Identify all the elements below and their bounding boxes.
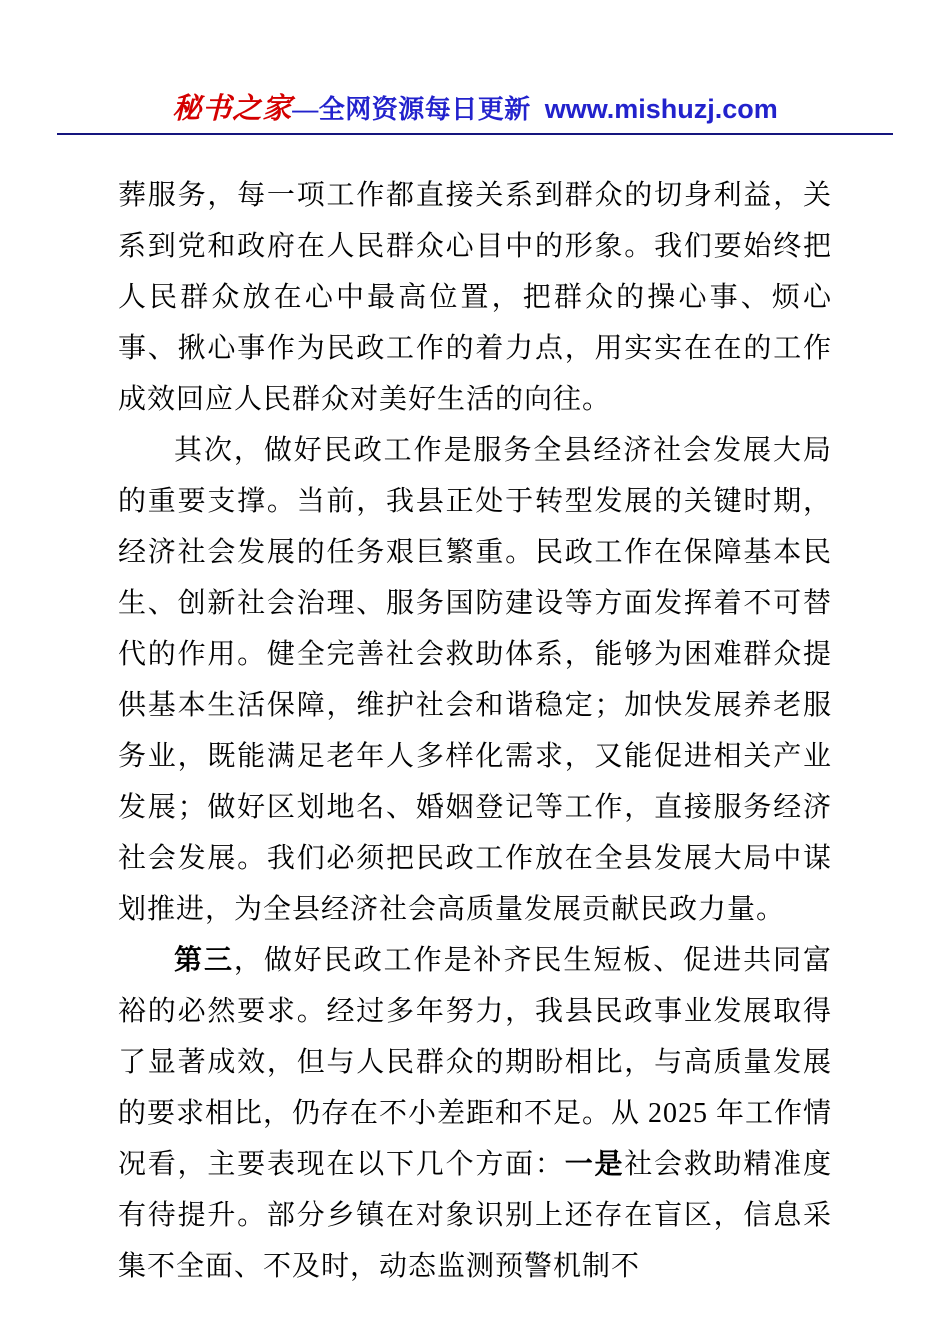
paragraph — [118, 425, 832, 935]
page-header — [0, 86, 950, 127]
text-run: 其次，做好民政工作是服务全县经济社会发展大局的重要支撑。当前，我县正处于转型发展的关键时期，经济社会发展的任务艰巨繁重。民政工作在保障基本民生、创新社会治理、服务国防建设等方面发挥着不可替代的作用。健全完善社会救助体系，能够为困难群众提供基本生活保障，维护社会和谐稳定；加快发展养老服务业，既能满足老年人多样化需求，又能促进相关产业发展；做好区划地名、婚姻登记等工作，直接服务经济社会发展。我们必须把民政工作放在全县发展大局中谋划推进，为全县经济社会高质量发展贡献民政力量。 — [118, 435, 832, 925]
paragraph — [118, 935, 832, 1292]
site-tagline: —全网资源每日更新 — [292, 95, 531, 124]
text-run-bold: 一是 — [564, 1149, 625, 1180]
text-run-bold: 第三 — [174, 945, 234, 976]
text-run: ，做好民政工作是补齐民生短板、促进共同富裕的必然要求。经过多年努力，我县民政事业发展取得了显著成效，但与人民群众的期盼相比，与高质量发展的要求相比，仍存在不小差距和不足。从 2025 年工作情况看，主要表现在以下几个方面： — [118, 945, 833, 1180]
paragraph — [118, 170, 832, 425]
site-brand: 秘书之家 — [172, 93, 293, 125]
site-url-link[interactable]: www.mishuzj.com — [544, 94, 778, 124]
header-divider — [57, 133, 893, 135]
text-run: 社会救助精准度有待提升。部分乡镇在对象识别上还存在盲区，信息采集不全面、不及时，动态监测预警机制不 — [118, 1149, 832, 1282]
text-run: 葬服务，每一项工作都直接关系到群众的切身利益，关系到党和政府在人民群众心目中的形象。我们要始终把人民群众放在心中最高位置，把群众的操心事、烦心事、揪心事作为民政工作的着力点，用实实在在的工作成效回应人民群众对美好生活的向往。 — [118, 180, 832, 415]
document-body — [118, 170, 832, 1292]
